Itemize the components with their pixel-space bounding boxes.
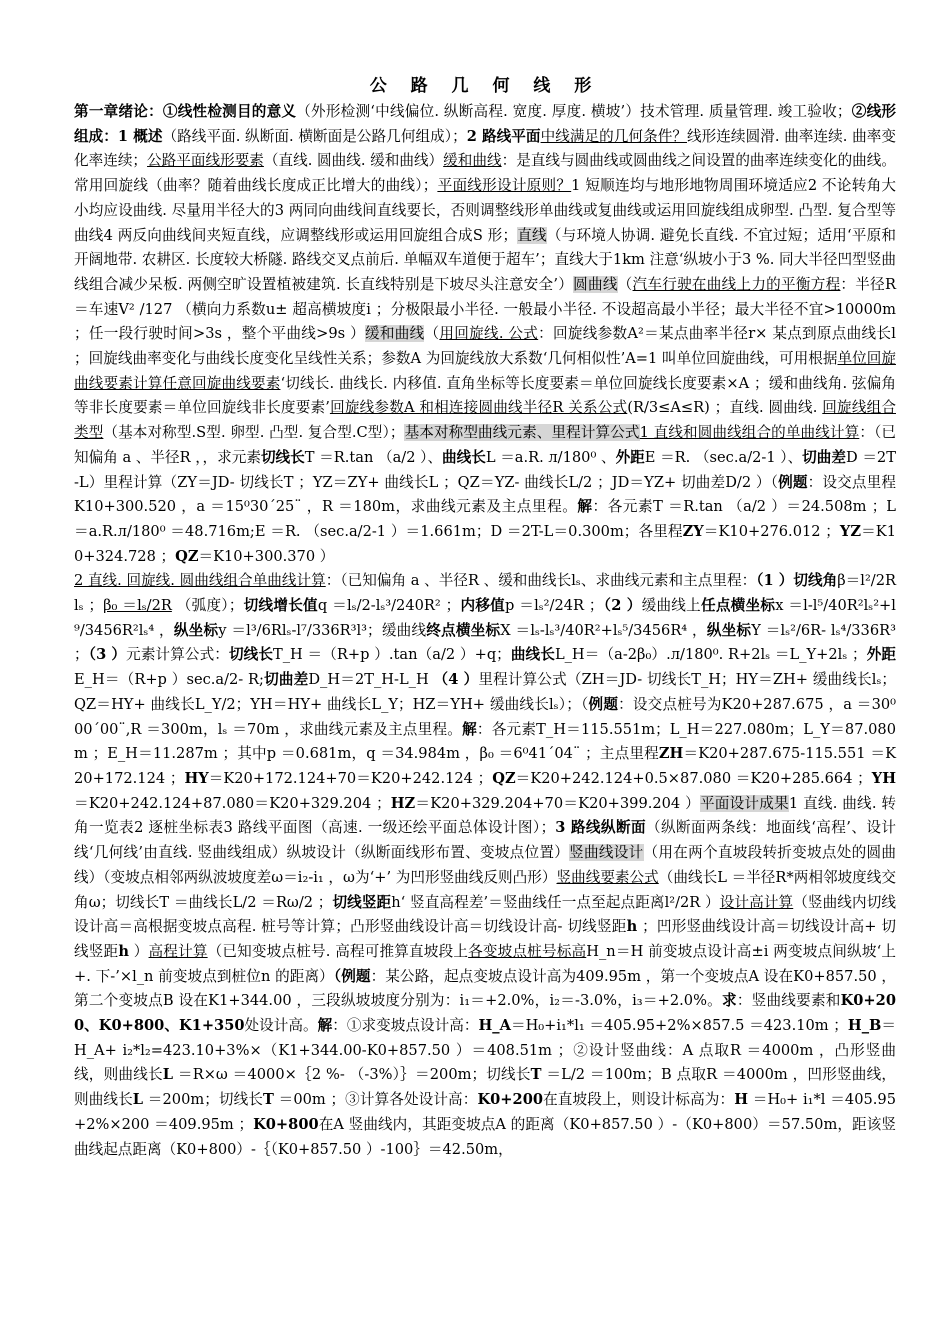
text-run: E ＝R. （sec.a/2-1 ）、: [644, 448, 803, 466]
text-run: 缓曲线上: [641, 597, 701, 615]
text-run: （纵断面两条线：地面线‘高程’、设计线‘几何线’由直线. 竖曲线组成）纵坡设计（纵断面线形布置、变坡点位置）: [74, 819, 896, 862]
text-run: ＝H₀+i₁*l₁ ＝405.95+2%×857.5 ＝423.10m ；: [510, 1017, 848, 1035]
text-run: 各变坡点桩号标高: [468, 942, 587, 960]
text-run: T: [530, 1066, 542, 1084]
text-run: ：设交点里程K10+300.520 ，a ＝15⁰30´25¨ ，R ＝180m，求曲线元素及主点里程。: [74, 473, 896, 516]
text-run: β＝l²/2Rlₛ ；: [74, 572, 896, 615]
text-run: T ＝R.tan （a/2 ）、: [304, 448, 443, 466]
text-run: 3 路线纵断面: [555, 819, 646, 837]
text-run: h‘ 竖直高程差’＝竖曲线任一点至起点距离l²/2R ）: [391, 893, 720, 911]
text-run: 纵坐标: [173, 621, 219, 639]
text-run: 1 直线和圆曲线组合的单曲线计算: [639, 424, 860, 442]
text-run: ②线形组成：1 概述: [74, 103, 896, 145]
text-run: ：半径R ＝车速V² /127 （横向力系数u± 超高横坡度i ；分极限最小半径. 一般最小半径. 不设超高最小半径；最大半径不宜>10000m ；任一段行驶时间>3s ，整个平曲线>9s ）: [74, 275, 896, 343]
text-run: X ＝lₛ-lₛ³/40R²+lₛ⁵/3456R⁴ ，: [500, 621, 707, 639]
text-run: 2 直线. 回旋线. 圆曲线组合单曲线计算: [74, 572, 326, 590]
text-run: H: [734, 1091, 748, 1109]
text-run: 外距: [866, 646, 896, 664]
text-run: （竖曲线内切线设计高＝高根据变坡点高程. 桩号等计算；凸形竖曲线设计高＝切线设计高- 切线竖距: [74, 893, 896, 936]
text-run: y ＝l³/6Rlₛ-l⁷/336R³l³；缓曲线: [218, 621, 427, 639]
text-run: HZ: [390, 794, 416, 812]
document-page: [74, 72, 896, 1162]
text-run: 例题: [588, 695, 619, 713]
text-run: Y ＝lₛ²/6R- lₛ⁴/336R³ ；: [74, 621, 896, 664]
text-run: 中线满足的几何条件？: [540, 127, 687, 145]
text-run: QZ: [175, 547, 199, 565]
text-run: L: [162, 1066, 174, 1084]
text-run: 切线长: [260, 448, 305, 466]
text-run: 切曲差: [802, 448, 846, 466]
text-run: ：设交点桩号为K20+287.675 ，a ＝30⁰00´00¨,R ＝300m，lₛ ＝70m ，求曲线元素及主点里程。: [74, 695, 896, 738]
text-run: 平面设计成果: [699, 794, 789, 812]
text-run: ＝H_A+ i₂*l₂=423.10+3%×（K1+344.00-K0+857.50 ）＝408.51m ；②设计竖曲线：A 点取R ＝4000m ，凸形竖曲线，则曲线长: [74, 1017, 896, 1084]
text-run: ：（已知偏角 a 、半径R ，，求元素: [74, 424, 896, 466]
text-run: T: [263, 1091, 274, 1109]
text-run: QZ: [492, 769, 516, 787]
text-run: H_B: [847, 1017, 882, 1035]
text-run: 在A 竖曲线内，其距变坡点A 的距离（K0+857.50 ）-（K0+800）＝57.50m，距该竖曲线起点距离（K0+800）-｛（K0+857.50 ）-100｝＝42.50m，: [74, 1115, 896, 1158]
text-run: （与环境人协调. 避免长直线. 不宜过短；适用‘平原和开阔地带. 农耕区. 长度较大桥隧. 路线交叉点前后. 单幅双车道便于超车’；直线大于1km 注意‘纵坡小于3 %. 同大半径凹型竖曲线组合减少呆板. 两侧空旷设置植被建筑. 长直线特别是下坡尽头注意安全’）: [74, 226, 896, 293]
text-run: 切线竖距: [332, 893, 392, 911]
text-run: （1 ）切线角: [756, 572, 838, 590]
text-run: ：某公路，起点变坡点设计高为409.95m ，第一个变坡点A 设在K0+857.50 ，第二个变坡点B 设在K1+344.00 ，三段纵坡坡度分别为：i₁＝+2.0%，i₂＝-3.0%，i₃＝+2.0%。: [74, 967, 896, 1010]
text-run: 曲线长: [442, 448, 486, 466]
text-run: 终点横坐标: [426, 621, 501, 639]
text-run: 回旋线参数A 和相连接圆曲线半径R 关系公式: [329, 399, 628, 417]
text-run: ZY: [682, 522, 704, 540]
text-run: 平面线形设计原则？: [437, 177, 572, 195]
text-run: 1 短顺连均与地形地物周围环境适应2 不论转角大小均应设曲线. 尽量用半径大的3 两同向曲线间直线要长，否则调整线形单曲线或复曲线或运用回旋线组成卵型. 凸型. 复合型等曲线4 两反向曲线间夹短直线，应调整线形或运用回旋组合成S 形；: [74, 177, 896, 244]
text-run: （已知变坡点桩号. 高程可推算直坡段上: [207, 942, 469, 960]
text-run: H_A: [478, 1017, 511, 1035]
text-run: ：各元素T ＝R.tan （a/2 ）＝24.508m ；L ＝a.R.л/180⁰ ＝48.716m;E ＝R. （sec.a/2-1 ）＝1.661m；D ＝2T-L＝0.300m；各里程: [74, 498, 896, 540]
text-run: ＝K20+172.124+70＝K20+242.124 ；: [208, 769, 493, 787]
text-run: 单位回旋曲线要素计算任意回旋曲线要素: [74, 350, 896, 392]
text-run: 缓和曲线: [364, 325, 425, 343]
text-run: E_H＝（R+p ）sec.a/2- R;: [74, 671, 264, 689]
text-run: （用在两个直坡段转折变坡点处的圆曲线）（变坡点相邻两纵波坡度差ω＝i₂-i₁ ，ω为‘+’ 为凹形竖曲线反则凸形）: [74, 844, 896, 886]
text-run: ；凹形竖曲线设计高＝切线设计高+ 切线竖距: [74, 918, 896, 960]
text-run: （弧度）；: [171, 597, 244, 615]
text-run: h: [626, 918, 638, 936]
text-run: ＝K10+276.012 ；: [703, 522, 840, 540]
text-run: （路线平面. 纵断面. 横断面是公路几何组成）；: [162, 127, 467, 145]
text-run: ＝L/2 ＝100m；B 点取R ＝4000m ，凹形竖曲线，则曲线长: [74, 1066, 896, 1109]
text-run: K0+200、K0+800、K1+350: [74, 992, 896, 1035]
text-run: 圆曲线: [573, 275, 618, 293]
text-run: 元素计算公式：: [126, 646, 229, 664]
text-run: ：（已知偏角 a 、半径R 、缓和曲线长lₛ、求曲线元素和主点里程：: [325, 572, 757, 590]
text-run: 高程计算: [148, 942, 208, 960]
text-run: ＝K10+324.728 ；: [74, 522, 896, 565]
text-run: 例题: [778, 473, 808, 491]
text-run: 2 路线平面: [466, 127, 541, 145]
text-run: ＝200m；切线长: [143, 1091, 263, 1109]
text-run: 缓和曲线: [443, 152, 502, 170]
text-run: ＝K20+242.124+87.080＝K20+329.204 ；: [74, 794, 391, 812]
text-run: 用回旋线. 公式: [439, 325, 539, 343]
text-run: 竖曲线设计: [569, 844, 644, 862]
text-run: 任点横坐标: [700, 597, 776, 615]
text-run: D ＝2T-L）里程计算（ZY＝JD- 切线长T ；YZ＝ZY+ 曲线长L ；QZ＝YZ- 曲线长L/2 ；JD＝YZ+ 切曲差D/2 ）（: [74, 448, 896, 491]
text-run: ＝K20+287.675-115.551 ＝K20+172.124 ；: [74, 745, 896, 787]
text-run: 1 直线. 曲线. 转角一览表2 逐桩坐标表3 路线平面图（高速. 一级还绘平面总体设计图）；: [74, 794, 896, 837]
text-run: （直线. 圆曲线. 缓和曲线）: [263, 152, 444, 170]
text-run: ：是直线与圆曲线或圆曲线之间设置的曲率连续变化的曲线。常用回旋线（曲率？随着曲线长度成正比增大的曲线）；: [74, 152, 896, 195]
text-run: q ＝lₛ/2-lₛ³/240R² ；: [317, 597, 461, 615]
text-run: YZ: [839, 522, 861, 540]
text-run: β₀ ＝lₛ/2R: [103, 597, 172, 615]
text-run: 纵坐标: [706, 621, 752, 639]
document-title: 公 路 几 何 线 形: [369, 76, 601, 96]
text-run: T_H ＝（R+p ）.tan（a/2 ）+q；: [273, 646, 511, 664]
text-run: (R/3≤A≤R) ；直线. 圆曲线.: [627, 399, 823, 417]
text-run: 内移值: [460, 597, 506, 615]
text-run: 切线长: [228, 646, 274, 664]
text-run: 线形连续圆滑. 曲率连续. 曲率变化率连续；: [74, 127, 896, 170]
text-run: 解: [317, 1017, 333, 1035]
text-run: L: [132, 1091, 144, 1109]
text-run: 处设计高。: [244, 1017, 318, 1035]
text-run: ＝H₀+ i₁*l ＝405.95+2%×200 ＝409.95m ；: [74, 1091, 896, 1133]
chapter-paragraph-intro: [74, 100, 896, 569]
text-run: （例题: [333, 967, 371, 985]
text-run: 曲线长: [510, 646, 555, 664]
text-run: x ＝l-l⁵/40R²lₛ²+l⁹/3456R²lₛ⁴ ，: [74, 597, 896, 639]
text-run: L_H＝（a-2β₀）.л/180⁰. R+2lₛ ＝L_Y+2lₛ ；: [554, 646, 867, 664]
text-run: 回旋线组合类型: [74, 399, 896, 442]
text-run: ＝K20+329.204+70＝K20+399.204 ）: [415, 794, 700, 812]
text-run: （基本对称型.S型. 卵型. 凸型. 复合型.C型）；: [103, 424, 405, 442]
text-run: L ＝a.R. л/180⁰ 、: [485, 448, 616, 466]
text-run: h: [118, 942, 129, 960]
text-run: K0+800: [253, 1115, 319, 1133]
text-run: 解: [462, 720, 477, 738]
text-run: p ＝lₛ²/24R ；: [505, 597, 604, 615]
text-run: 基本对称型曲线元素、里程计算公式: [404, 424, 640, 442]
text-run: （3 ）: [88, 646, 127, 664]
text-run: 里程计算公式（ZH＝JD- 切线长T_H；HY＝ZH+ 缓曲线长lₛ；QZ＝HY+ 曲线长L_Y/2；YH＝HY+ 曲线长L_Y；HZ＝YH+ 缓曲线长lₛ）；（: [74, 671, 896, 713]
text-run: 切曲差: [263, 671, 309, 689]
text-run: 直线: [517, 226, 547, 244]
text-run: 竖曲线要素公式: [556, 868, 659, 886]
text-run: 第一章绪论：①线性检测目的意义: [74, 103, 297, 120]
text-run: 设计高计算: [719, 893, 794, 911]
text-run: 求: [722, 992, 737, 1010]
text-run: ZH: [658, 745, 684, 763]
text-run: （: [424, 325, 440, 343]
text-run: 汽车行驶在曲线上力的平衡方程: [632, 275, 841, 293]
text-run: ：回旋线参数A²＝某点曲率半径r× 某点到原点曲线长l ；回旋线曲率变化与曲线长度变化呈线性关系；参数A 为回旋线放大系数‘几何相似性’A=1 叫单位回旋曲线，可用根据: [74, 325, 896, 368]
text-run: D_H＝2T_H-L_H: [308, 671, 434, 689]
text-run: 切线增长值: [243, 597, 318, 615]
chapter-paragraph-curve-calc: [74, 569, 896, 1162]
text-run: H_n＝H 前变坡点设计高±i 两变坡点间纵坡‘上+. 下-’×l_n 前变坡点到桩位n 的距离）: [74, 942, 897, 985]
text-run: ＝00m ；③计算各处设计高：: [273, 1091, 478, 1109]
text-run: 外距: [615, 448, 645, 466]
text-run: ：①求变坡点设计高：: [332, 1017, 479, 1035]
text-run: ：竖曲线要素和: [736, 992, 841, 1010]
text-run: （外形检测‘中线偏位. 纵断高程. 宽度. 厚度. 横坡’）技术管理. 质量管理. 竣工验收；: [296, 103, 852, 120]
text-run: ＝R×ω ＝4000×｛2 %- （-3%）｝＝200m；切线长: [173, 1066, 531, 1084]
text-run: （2 ）: [603, 597, 642, 615]
text-run: （4 ）: [433, 671, 479, 689]
text-run: （: [617, 275, 633, 293]
text-run: （曲线长L ＝半径R*两相邻坡度线交角ω；切线长T ＝曲线长L/2 ＝Rω/2 ；: [74, 868, 896, 911]
text-run: HY: [184, 769, 209, 787]
text-run: ‘切线长. 曲线长. 内移值. 直角坐标等长度要素＝单位回旋线长度要素×A ；缓和曲线角. 弦偏角等非长度要素＝单位回旋线非长度要素’: [74, 374, 896, 417]
text-run: K0+200: [477, 1091, 543, 1109]
text-run: ：各元素T_H＝115.551m；L_H＝227.080m；L_Y＝87.080m ；E_H＝11.287m ；其中p ＝0.681m，q ＝34.984m ，β₀ ＝6⁰41´04¨ ；主点里程: [74, 720, 896, 763]
text-run: ＝K10+300.370 ）: [198, 547, 335, 565]
text-run: 在直坡段上，则设计标高为：: [543, 1091, 735, 1109]
text-run: YH: [871, 769, 896, 787]
text-run: 解: [577, 498, 593, 516]
text-run: ）: [128, 942, 149, 960]
text-run: ＝K20+242.124+0.5×87.080 ＝K20+285.664 ；: [515, 769, 872, 787]
text-run: 公路平面线形要素: [147, 152, 264, 170]
